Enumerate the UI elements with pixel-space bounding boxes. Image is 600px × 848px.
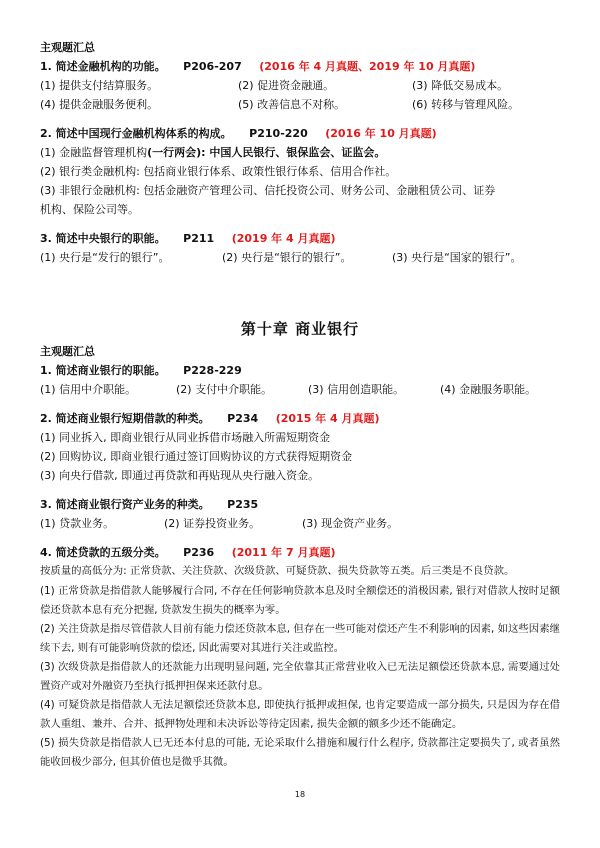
- page-ref: P210-220: [249, 127, 308, 140]
- answer-item: (1) 贷款业务。: [40, 517, 115, 530]
- answer-line: (1) 同业拆入, 即商业银行从同业拆借市场融入所需短期资金: [40, 431, 331, 444]
- exam-tag: (2015 年 4 月真题): [275, 412, 380, 425]
- answer-paragraph: (3) 次级贷款是指借款人的还款能力出现明显问题, 完全依靠其正常营业收入已无法足额偿还贷款本息, 需要通过处置资产或对外融资乃至执行抵押担保来还款付息。: [40, 661, 560, 692]
- answer-paragraph: (4) 可疑贷款是指借款人无法足额偿还贷款本息, 即使执行抵押或担保, 也肯定要造成一部分损失, 只是因为存在借款人重组、兼并、合并、抵押物处理和未决诉讼等待定因素, 损失金额的额多少还不能确定。: [40, 699, 560, 730]
- exam-tag: (2019 年 4 月真题): [231, 232, 336, 245]
- answer-paragraph: (5) 损失贷款是指借款人已无还本付息的可能, 无论采取什么措施和履行什么程序, 贷款都注定要损失了, 或者虽然能收回极少部分, 但其价值也是微乎其微。: [40, 737, 560, 768]
- page-ref: P228-229: [183, 364, 242, 377]
- page-ref: P234: [227, 412, 259, 425]
- question-title: 2. 简述商业银行短期借款的种类。: [40, 412, 210, 425]
- answer-item: (2) 证券投资业务。: [164, 517, 261, 530]
- answer-item: (2) 支付中介职能。: [176, 383, 273, 396]
- answer-item: (4) 提供金融服务便利。: [40, 98, 159, 111]
- answer-line: (3) 非银行金融机构: 包括金融资产管理公司、信托投资公司、财务公司、金融租赁公司、证券: [40, 184, 496, 197]
- answer-paragraph: 按质量的高低分为: 正常贷款、关注贷款、次级贷款、可疑贷款、损失贷款等五类。后三类是不良贷款。: [40, 565, 515, 577]
- answer-item: (6) 转移与管理风险。: [412, 98, 520, 111]
- answer-bold: : 中国人民银行、银保监会、证监会。: [201, 146, 386, 159]
- page-ref: P206-207: [183, 60, 242, 73]
- answer-item: (5) 改善信息不对称。: [238, 98, 346, 111]
- question-title: 4. 简述贷款的五级分类。: [40, 546, 166, 559]
- question-title: 1. 简述金融机构的功能。: [40, 60, 166, 73]
- answer-line: [40, 143, 560, 162]
- question-heading: [40, 543, 560, 562]
- answer-text: (1) 金融监督管理机构: [40, 146, 148, 159]
- page-ref: P236: [183, 546, 215, 559]
- question-heading: [40, 495, 560, 514]
- answer-line: (2) 银行类金融机构: 包括商业银行体系、政策性银行体系、信用合作社。: [40, 165, 397, 178]
- answer-paragraph: (1) 正常贷款是指借款人能够履行合同, 不存在任何影响贷款本息及时全额偿还的消极因素, 银行对借款人按时足额偿还贷款本息有充分把握, 贷款发生损失的概率为零。: [40, 585, 560, 616]
- answer-item: (1) 央行是“发行的银行”。: [40, 251, 170, 264]
- page-ref: P211: [183, 232, 215, 245]
- section-header: 主观题汇总: [40, 41, 95, 54]
- exam-tag: (2011 年 7 月真题): [231, 546, 336, 559]
- answer-item: (3) 央行是“国家的银行”。: [392, 251, 522, 264]
- answer-item: (3) 现金资产业务。: [302, 517, 399, 530]
- question-title: 1. 简述商业银行的职能。: [40, 364, 166, 377]
- answer-paragraph: (2) 关注贷款是指尽管借款人目前有能力偿还贷款本息, 但存在一些可能对偿还产生不利影响的因素, 如这些因素继续下去, 则有可能影响贷款的偿还, 因此需要对其进行关注或监控。: [40, 623, 560, 654]
- question-heading: [40, 409, 560, 428]
- question-heading: [40, 124, 560, 143]
- answer-item: (1) 提供支付结算服务。: [40, 79, 159, 92]
- chapter-title: 第十章 商业银行: [240, 320, 360, 338]
- answer-line: (3) 向央行借款, 即通过再贷款和再贴现从央行融入资金。: [40, 469, 320, 482]
- answer-line: (2) 回购协议, 即商业银行通过签订回购协议的方式获得短期资金: [40, 450, 353, 463]
- question-title: 3. 简述商业银行资产业务的种类。: [40, 498, 210, 511]
- question-heading: [40, 361, 560, 380]
- answer-item: (3) 信用创造职能。: [308, 383, 405, 396]
- page-number: 18: [294, 790, 306, 799]
- question-heading: [40, 57, 560, 76]
- exam-tag: (2016 年 10 月真题): [325, 127, 437, 140]
- question-title: 2. 简述中国现行金融机构体系的构成。: [40, 127, 232, 140]
- exam-tag: (2016 年 4 月真题、2019 年 10 月真题): [259, 60, 476, 73]
- question-heading: [40, 229, 560, 248]
- page-ref: P235: [227, 498, 259, 511]
- answer-item: (1) 信用中介职能。: [40, 383, 137, 396]
- answer-bold: (一行两会): [147, 146, 202, 159]
- answer-item: (2) 央行是“银行的银行”。: [222, 251, 352, 264]
- section-header: 主观题汇总: [40, 345, 95, 358]
- answer-line: 机构、保险公司等。: [40, 203, 139, 216]
- answer-item: (2) 促进资金融通。: [238, 79, 335, 92]
- answer-item: (4) 金融服务职能。: [440, 383, 537, 396]
- question-title: 3. 简述中央银行的职能。: [40, 232, 166, 245]
- answer-item: (3) 降低交易成本。: [412, 79, 509, 92]
